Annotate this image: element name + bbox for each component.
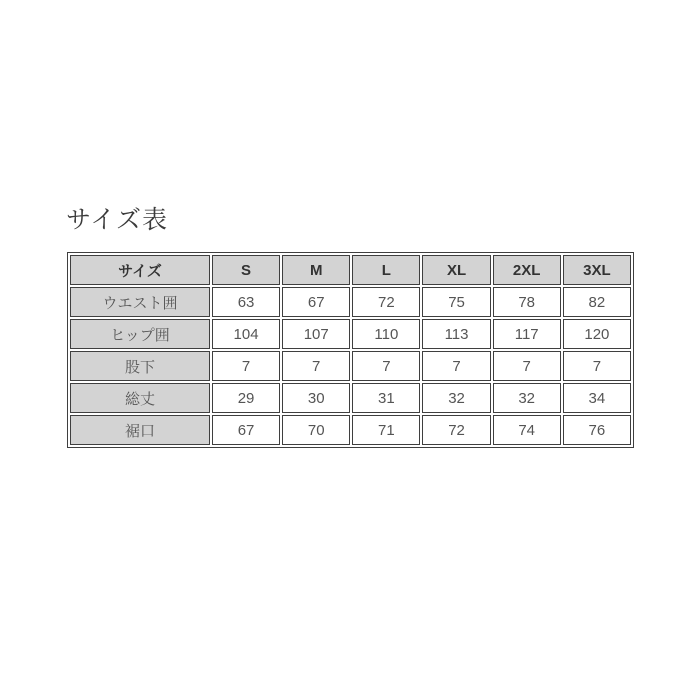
table-header-row xyxy=(70,255,631,285)
page-title: サイズ表 xyxy=(66,206,169,234)
value-cell: 72 xyxy=(352,287,420,317)
value-cell: 67 xyxy=(282,287,350,317)
value-cell: 70 xyxy=(282,415,350,445)
table-row-inseam xyxy=(70,351,631,381)
row-label: ウエスト囲 xyxy=(70,287,210,317)
header-cell-xl: XL xyxy=(422,255,490,285)
table-row-waist xyxy=(70,287,631,317)
row-label: 裾口 xyxy=(70,415,210,445)
value-cell: 67 xyxy=(212,415,280,445)
value-cell: 32 xyxy=(493,383,561,413)
value-cell: 76 xyxy=(563,415,631,445)
value-cell: 7 xyxy=(282,351,350,381)
value-cell: 29 xyxy=(212,383,280,413)
value-cell: 107 xyxy=(282,319,350,349)
header-cell-s: S xyxy=(212,255,280,285)
value-cell: 31 xyxy=(352,383,420,413)
value-cell: 82 xyxy=(563,287,631,317)
value-cell: 30 xyxy=(282,383,350,413)
header-cell-l: L xyxy=(352,255,420,285)
header-cell-m: M xyxy=(282,255,350,285)
value-cell: 7 xyxy=(563,351,631,381)
value-cell: 110 xyxy=(352,319,420,349)
value-cell: 75 xyxy=(422,287,490,317)
table-row-hem xyxy=(70,415,631,445)
value-cell: 71 xyxy=(352,415,420,445)
value-cell: 113 xyxy=(422,319,490,349)
row-label: ヒップ囲 xyxy=(70,319,210,349)
value-cell: 104 xyxy=(212,319,280,349)
value-cell: 7 xyxy=(422,351,490,381)
value-cell: 72 xyxy=(422,415,490,445)
row-label: 総丈 xyxy=(70,383,210,413)
header-cell-2xl: 2XL xyxy=(493,255,561,285)
value-cell: 32 xyxy=(422,383,490,413)
value-cell: 34 xyxy=(563,383,631,413)
value-cell: 63 xyxy=(212,287,280,317)
value-cell: 117 xyxy=(493,319,561,349)
value-cell: 74 xyxy=(493,415,561,445)
table-row-total-length xyxy=(70,383,631,413)
value-cell: 7 xyxy=(493,351,561,381)
value-cell: 120 xyxy=(563,319,631,349)
value-cell: 78 xyxy=(493,287,561,317)
value-cell: 7 xyxy=(352,351,420,381)
table-row-hip xyxy=(70,319,631,349)
row-label: 股下 xyxy=(70,351,210,381)
size-table xyxy=(67,252,634,448)
header-cell-3xl: 3XL xyxy=(563,255,631,285)
header-cell-size-label: サイズ xyxy=(70,255,210,285)
value-cell: 7 xyxy=(212,351,280,381)
